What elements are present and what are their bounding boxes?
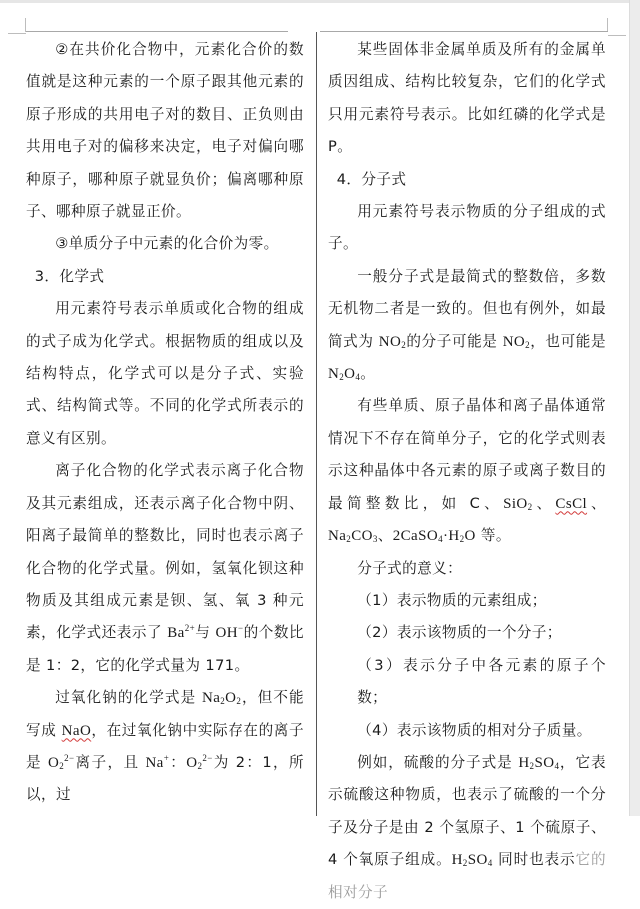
formula-oh-ion: OH− bbox=[215, 623, 244, 642]
formula-h2so4: $H_2SO_4$ bbox=[518, 754, 560, 771]
formula-ba-ion: $Ba^{2+}$ bbox=[167, 623, 196, 642]
crop-mark-top-right bbox=[607, 18, 608, 32]
heading-chemical-formula: 3．化学式 bbox=[34, 267, 105, 285]
crop-mark-top-left-horizontal bbox=[8, 33, 26, 34]
faded-text: 它的相对分子 bbox=[328, 851, 606, 901]
paragraph-sulfuric-acid-example: 例如，硫酸的分子式是 $H_2SO_4$，它表示硫酸这种物质，也表示了硫酸的一个分子及分子是由 2 个氢原子、1 个硫原子、4 个氧原子组成。$H_2SO_4$ 同时也表示它的相对分子 bbox=[328, 753, 606, 901]
list-item-4: （4）表示该物质的相对分子质量。 bbox=[357, 721, 592, 739]
formula-h2so4-b: $H_2SO_4$ bbox=[451, 852, 493, 869]
crop-mark-top-right-horizontal bbox=[608, 35, 626, 36]
paragraph-molecular-formula-definition: 用元素符号表示物质的分子组成的式子。 bbox=[328, 203, 606, 253]
formula-no2: $NO_2$ bbox=[378, 333, 407, 350]
heading-molecular-formula: 4．分子式 bbox=[336, 170, 407, 188]
formula-na2co3: $Na_2CO_3$ bbox=[328, 528, 378, 545]
page-right-edge bbox=[629, 0, 640, 816]
crop-mark-top-left bbox=[25, 18, 26, 32]
header-rule-left bbox=[26, 31, 288, 32]
list-item-3: （3）表示分子中各元素的原子个数； bbox=[357, 656, 606, 707]
paragraph-meaning-heading: 分子式的意义： bbox=[357, 559, 463, 577]
formula-sio2: SiO$_2$ bbox=[503, 495, 533, 512]
list-item-2: （2）表示该物质的一个分子； bbox=[357, 624, 562, 642]
formula-no2-b: $NO_2$ bbox=[502, 333, 531, 350]
paragraph-sodium-peroxide: 过氧化钠的化学式是 $Na_2O_2$，但不能写成 NaO，在过氧化钠中实际存在的离子是 $O_2^{2-}$离子，且 Na+：$O_2^{2-}$为 2：1，所以，过 bbox=[26, 689, 305, 804]
paragraph-crystal-formulas: 有些单质、原子晶体和离子晶体通常情况下不存在简单分子，它的化学式则表示这种晶体中各元素的原子或离子数目的最简整数比，如 C、SiO$_2$、CsCl、$Na_2CO_3$、$2CaSO_4\cdot H_2O$ 等。 bbox=[328, 397, 606, 545]
header-rule-right bbox=[320, 31, 608, 32]
page-top-edge bbox=[0, 0, 640, 3]
formula-caso4-hydrate: $2CaSO_4\cdot H_2O$ bbox=[392, 528, 476, 545]
right-column bbox=[328, 34, 606, 909]
left-column bbox=[26, 34, 304, 812]
formula-na-ion: Na+ bbox=[145, 752, 170, 771]
list-item-1: （1）表示物质的元素组成； bbox=[357, 591, 547, 609]
paragraph-elemental-valence: ③单质分子中元素的化合价为零。 bbox=[55, 235, 279, 253]
formula-n2o4: $N_2O_4$ bbox=[328, 366, 361, 383]
paragraph-covalent-valence: ②在共价化合物中，元素化合价的数值就是这种元素的一个原子跟其他元素的原子形成的共用电子对的数目、正负则由共用电子对的偏移来决定，电子对偏向哪种原子，哪种原子就显负价；偏离哪种原子、哪种原子就显正价。 bbox=[26, 41, 304, 221]
paragraph-empirical-vs-molecular: 一般分子式是最简式的整数倍，多数无机物二者是一致的。但也有例外，如最简式为 $NO_2$的分子可能是 $NO_2$，也可能是 $N_2O_4$。 bbox=[328, 267, 606, 383]
paragraph-ionic-compound-formula: 离子化合物的化学式表示离子化合物及其元素组成，还表示离子化合物中阴、阳离子最简单的整数比，同时也表示离子化合物的化学式量。例如，氢氧化钡这种物质及其组成元素是钡、氢、氧 3 种元素，化学式还表示了 $Ba^{2+}$与 OH−的个数比是 1：2，它的化学式量为 171。 bbox=[26, 462, 304, 674]
paragraph-chemical-formula-definition: 用元素符号表示单质或化合物的组成的式子成为化学式。根据物质的组成以及结构特点，化学式可以是分子式、实验式、结构简式等。不同的化学式所表示的意义有区别。 bbox=[26, 300, 304, 447]
formula-na2o2: $Na_2O_2$ bbox=[201, 690, 242, 707]
formula-peroxide-ion: $O_2^{2-}$ bbox=[48, 752, 75, 771]
formula-nao-spellcheck[interactable]: NaO bbox=[61, 722, 92, 739]
formula-peroxide-ion-ratio: $O_2^{2-}$ bbox=[186, 752, 213, 771]
formula-cscl-spellcheck[interactable]: CsCl bbox=[555, 495, 588, 512]
paragraph-metal-formula: 某些固体非金属单质及所有的金属单质因组成、结构比较复杂，它们的化学式只用元素符号表示。比如红磷的化学式是 P。 bbox=[328, 41, 606, 156]
column-divider bbox=[316, 32, 317, 816]
